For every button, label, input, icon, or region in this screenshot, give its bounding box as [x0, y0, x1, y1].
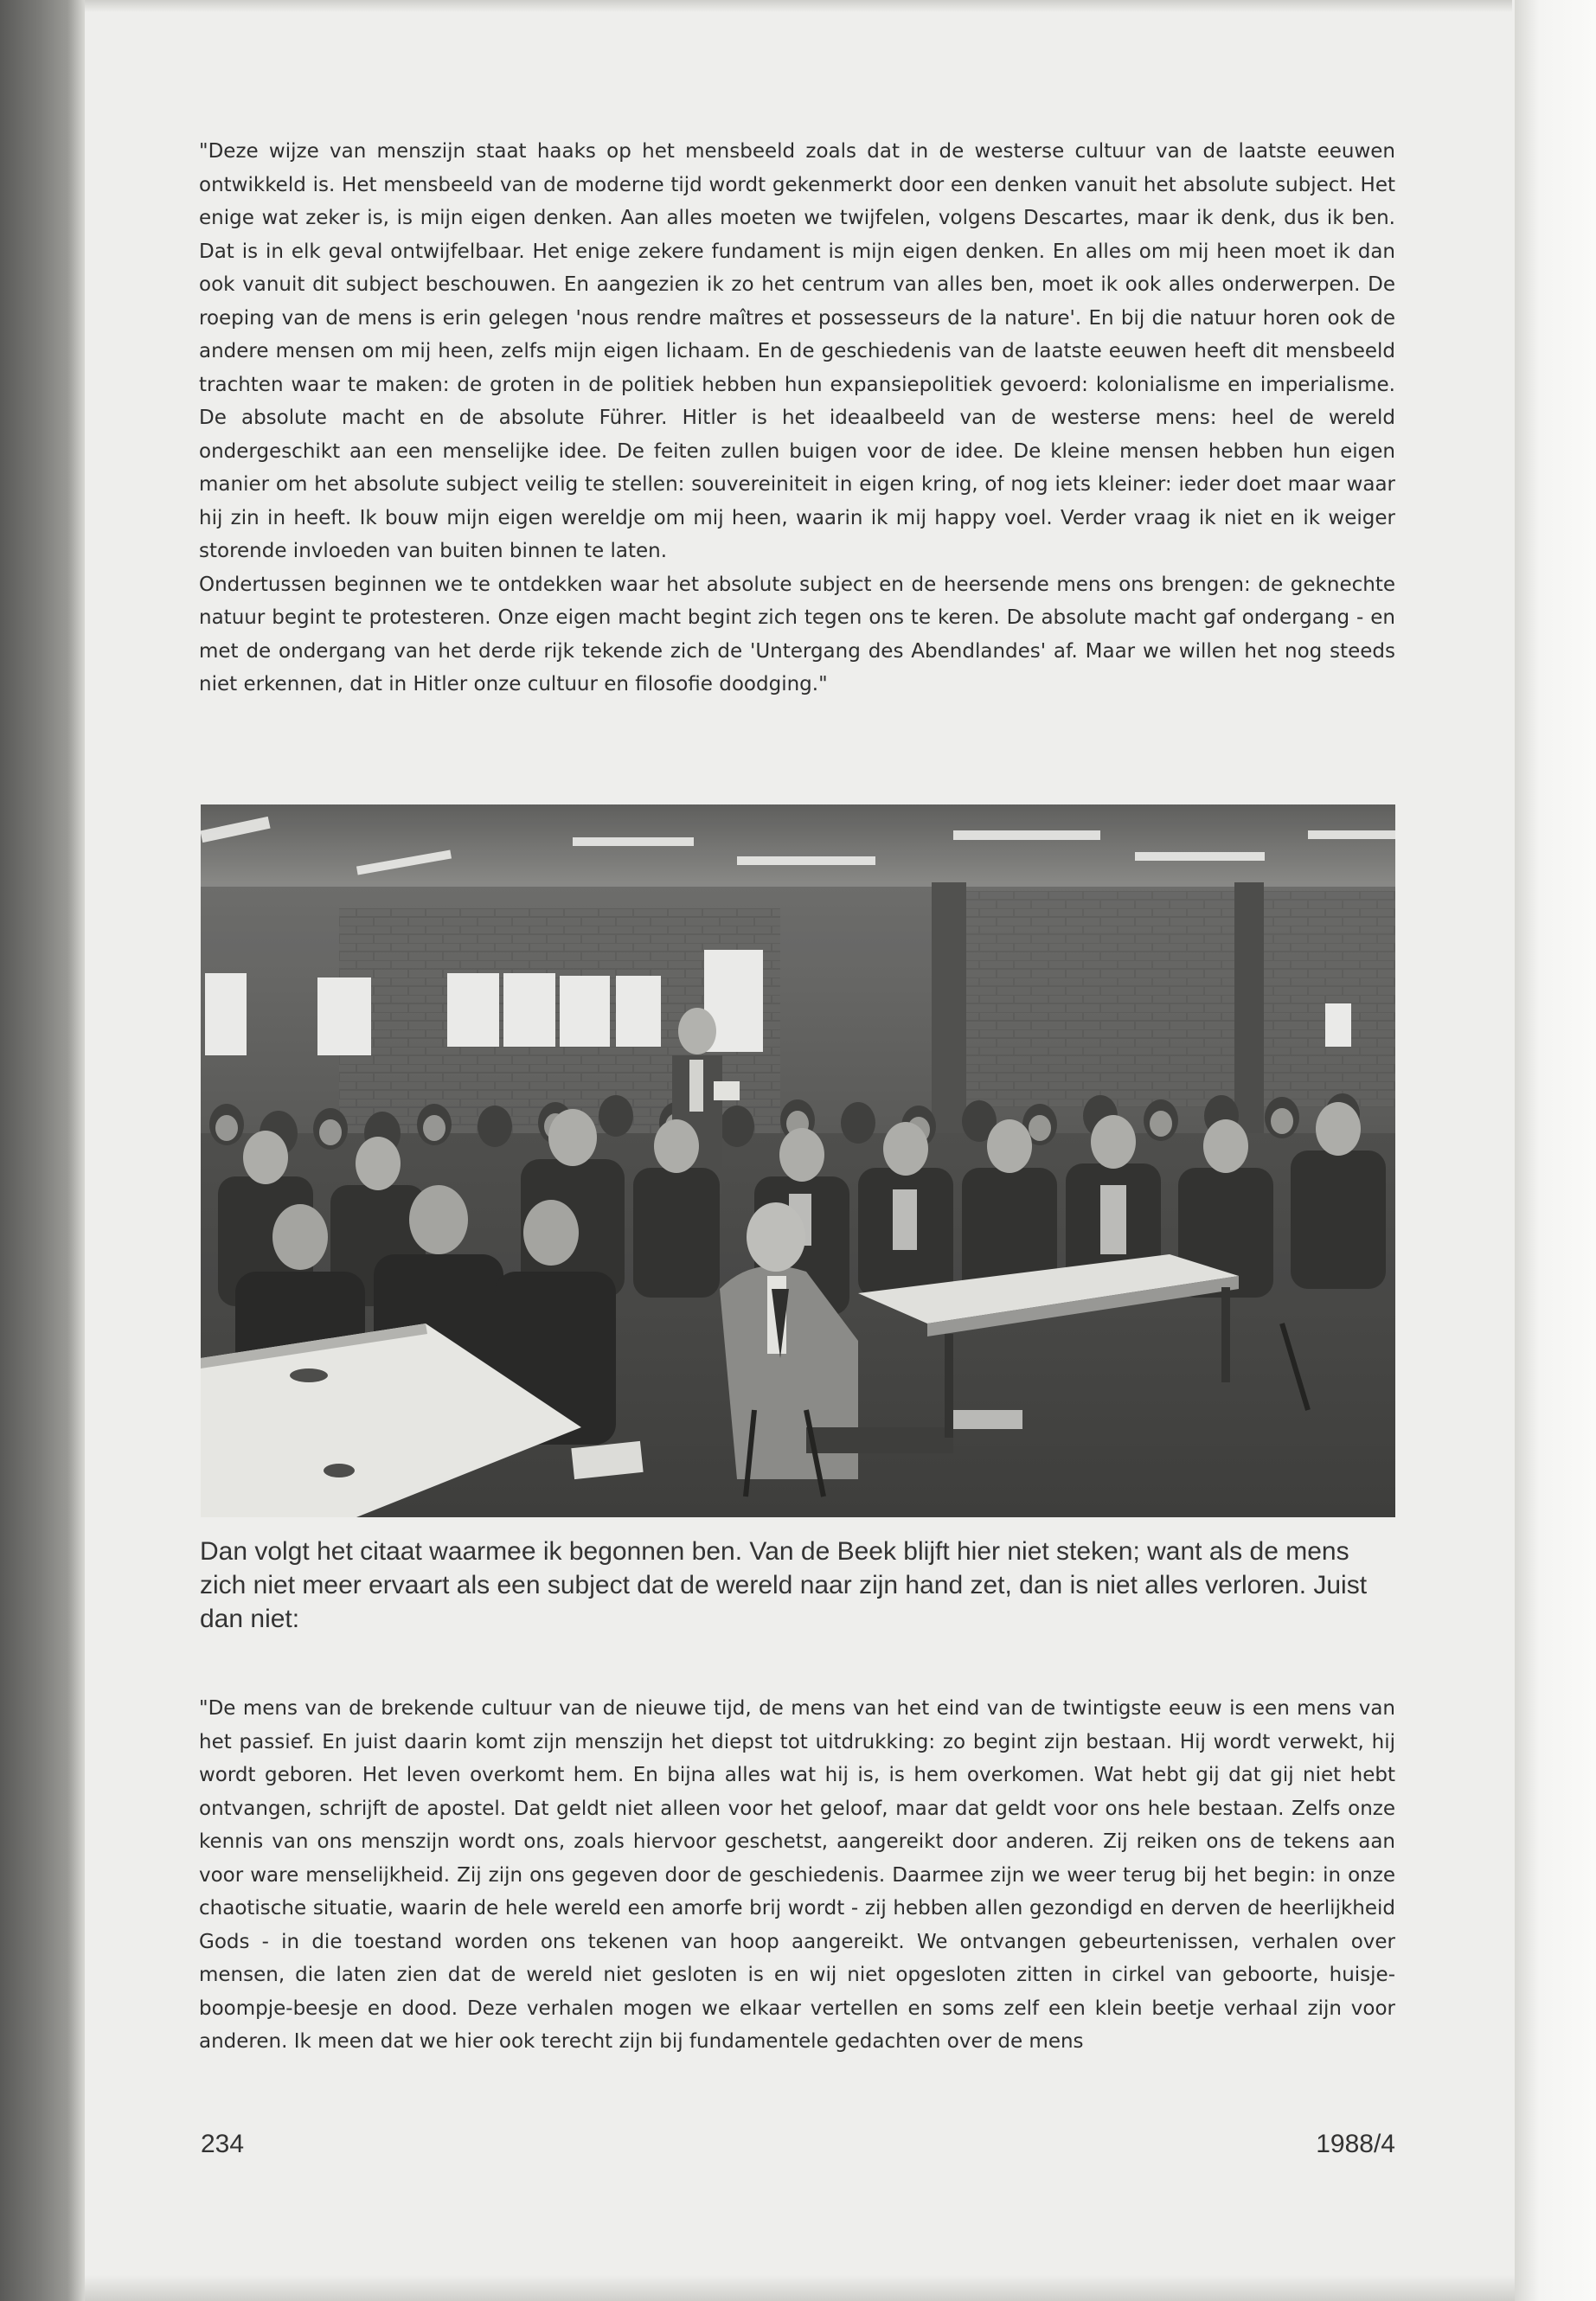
conference-photo: [201, 804, 1395, 1517]
conference-audience-image: [201, 804, 1395, 1517]
scan-shadow-top: [85, 0, 1512, 12]
quote-block-2: [199, 1692, 1395, 2099]
quote-block-1: [199, 135, 1395, 779]
issue-label: 1988/4: [1316, 2130, 1395, 2158]
quote-2-paragraph-1: "De mens van de brekende cultuur van de nieuwe tijd, de mens van het eind van de twintigste eeuw is een mens van het passief. En juist daarin komt zijn menszijn het diepst tot uitdrukking: zo begint zijn bestaan. Hij wordt verwekt, hij wordt geboren. Het leven overkomt hem. En bijna alles wat hij is, is hem overkomen. Wat hebt gij dat gij niet hebt ontvangen, schrijft de apostel. Dat geldt niet alleen voor het geloof, maar dat geldt voor ons hele bestaan. Zelfs onze kennis van ons menszijn wordt ons, zoals hiervoor geschetst, aangereikt door anderen. Zij reiken ons de tekens aan voor ware menselijkheid. Zij zijn ons gegeven door de geschiedenis. Daarmee zijn we weer terug bij het begin: in onze chaotische situatie, waarin de hele wereld een amorfe brij wordt - zij hebben allen gezondigd en derven de heerlijkheid Gods - in die toestand worden ons tekenen van hoop aangereikt. We ontvangen gebeurtenissen, verhalen over mensen, die laten zien dat de wereld niet gesloten is en wij niet opgesloten zitten in cirkel van geboorte, huisje-boompje-beesje en dood. Deze verhalen mogen we elkaar vertellen en soms zelf een klein beetje verhaal zijn voor anderen. Ik meen dat we hier ook terecht zijn bij fundamentele gedachten over de mens: [199, 1697, 1395, 2053]
scan-shadow-bottom: [85, 2275, 1515, 2301]
quote-1-paragraph-2: Ondertussen beginnen we te ontdekken waar het absolute subject en de heersende mens ons brengen: de geknechte natuur begint te protesteren. Onze eigen macht begint zich tegen ons te keren. De absolute macht gaf ondergang - en met de ondergang van het derde rijk tekende zich de 'Untergang des Abendlandes' af. Maar we willen het nog steeds niet erkennen, dat in Hitler onze cultuur en filosofie doodging.": [199, 573, 1395, 695]
quote-1-paragraph-1: "Deze wijze van menszijn staat haaks op het mensbeeld zoals dat in de westerse cultuur van de laatste eeuwen ontwikkeld is. Het mensbeeld van de moderne tijd wordt gekenmerkt door een denken vanuit het absolute subject. Het enige wat zeker is, is mijn eigen denken. Aan alles moeten we twijfelen, volgens Descartes, maar ik denk, dus ik ben. Dat is in elk geval ontwijfelbaar. Het enige zekere fundament is mijn eigen denken. En alles om mij heen moet ik dan ook vanuit dit subject beschouwen. En aangezien ik zo het centrum van alles ben, moet ik ook alles onderwerpen. De roeping van de mens is erin gelegen 'nous rendre maîtres et possesseurs de la nature'. En bij die natuur horen ook de andere mensen om mij heen, zelfs mijn eigen lichaam. En de geschiedenis van de laatste eeuwen heeft dit mensbeeld trachten waar te maken: de groten in de politiek hebben hun expansiepolitiek gevoerd: kolonialisme en imperialisme. De absolute macht en de absolute Führer. Hitler is het ideaalbeeld van de westerse mens: heel de wereld ondergeschikt aan een menselijke idee. De feiten zullen buigen voor de idee. De kleine mensen hebben hun eigen manier om het absolute subject veilig te stellen: souvereiniteit in eigen kring, of nog iets kleiner: ieder doet maar waar hij zin in heeft. Ik bouw mijn eigen wereldje om mij heen, waarin ik mij happy voel. Verder vraag ik niet en ik weiger storende invloeden van buiten binnen te laten.: [199, 140, 1395, 562]
body-paragraph: Dan volgt het citaat waarmee ik begonnen ben. Van de Beek blijft hier niet steken; want als de mens zich niet meer ervaart als een subject dat de wereld naar zijn hand zet, dan is niet alles verloren. Juist dan niet:: [200, 1537, 1368, 1633]
page-number: 234: [201, 2130, 245, 2158]
scan-edge-right: [1515, 0, 1596, 2301]
scan-shadow-left: [0, 0, 85, 2301]
